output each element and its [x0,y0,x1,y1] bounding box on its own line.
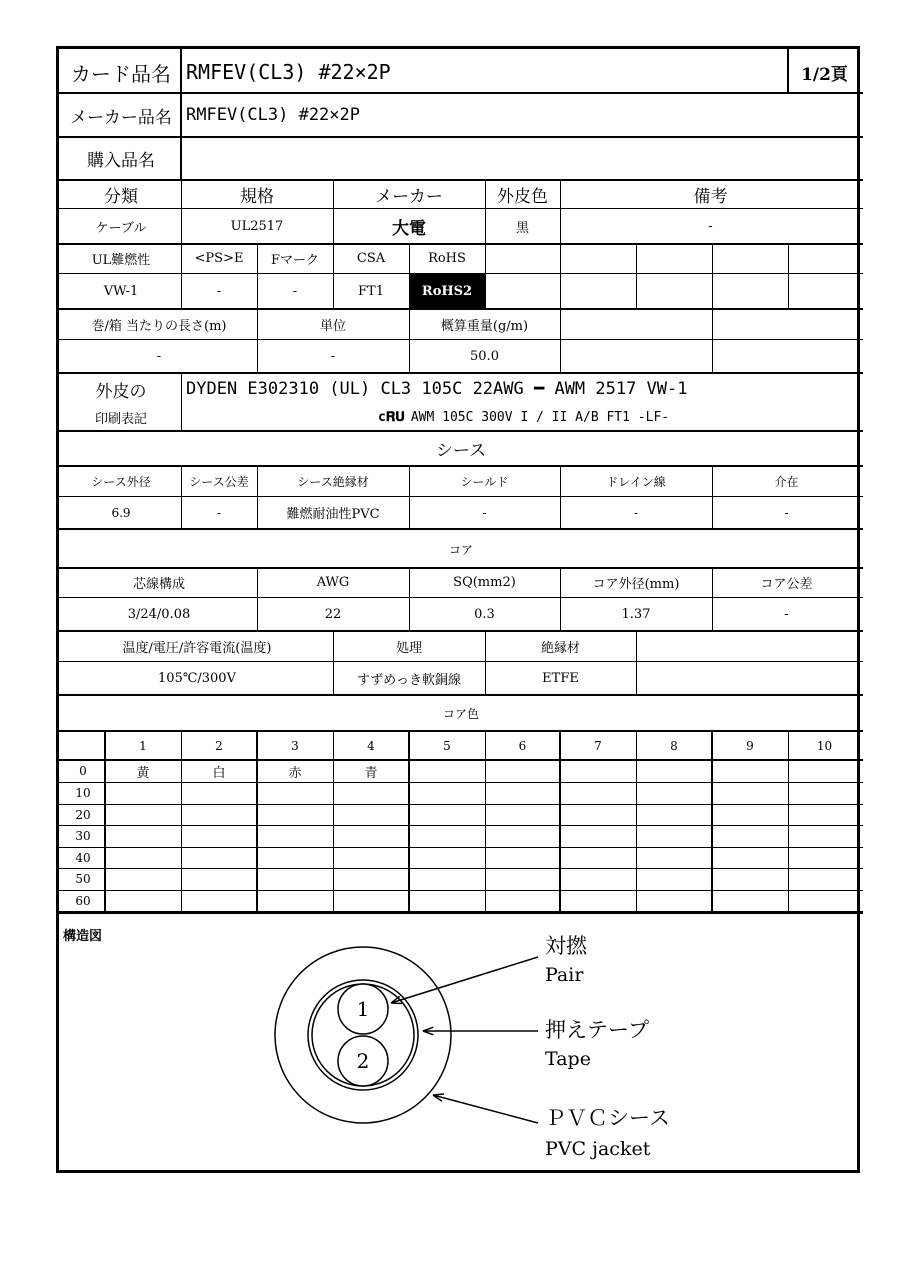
core-color-cell [257,804,333,825]
core-color-col-0: 1 [139,738,147,753]
core-color-cell [485,760,560,782]
core-header-4: コア公差 [760,577,813,592]
sheath-header-3: シールド [460,474,509,489]
core-color-row-label: 10 [75,786,91,800]
core-color-cell [636,868,712,890]
core-color-cell [712,825,788,847]
core-color-cell [105,868,181,890]
core-color-cell [485,847,560,868]
core-value-0: 3/24/0.08 [127,606,191,622]
rule-v [560,309,561,373]
core-color-cell [181,782,257,804]
core-header-3: コア外径(mm) [592,577,680,592]
core-color-cell [333,847,409,868]
rule-h [59,911,863,914]
core-color-cell [333,868,409,890]
classification-value-0: ケーブル [95,220,147,236]
label-en-1: Tape [545,1048,591,1070]
printing-line-1: DYDEN E302310 (UL) CL3 105C 22AWG ━ AWM 2517 VW-1 [186,379,688,399]
core-color-cell [788,825,861,847]
core-color-cell [409,825,485,847]
core-color-cell [409,804,485,825]
sheath-value-0: 6.9 [111,505,131,520]
core-color-cell [105,847,181,868]
core-color-cell [788,782,861,804]
sheath-header-0: シース外径 [91,474,151,489]
core-color-row-label: 60 [75,893,91,908]
core-value-4: - [784,606,789,622]
core-color-cell [181,825,257,847]
classification-value-3: 黒 [515,220,529,236]
core-color-cell [560,847,636,868]
core-color-cell [181,868,257,890]
core-color-cell [409,890,485,911]
sheath-header-1: シース公差 [189,474,249,489]
classification-header-4: 備考 [693,186,728,207]
core-color-cell [636,847,712,868]
core-color-cell [105,825,181,847]
core-color-cell [257,847,333,868]
core-color-cell [788,760,861,782]
maker-name-value: RMFEV(CL3) #22×2P [186,105,360,125]
core-color-cell [181,804,257,825]
core-color-cell [485,890,560,911]
purchase-name-label: 購入品名 [87,151,155,171]
core-color-row-label: 50 [75,872,91,886]
cable-cross-section [59,915,859,1170]
jacket-outline [275,947,451,1123]
classification-header-0: 分類 [104,186,138,207]
core-color-cell [485,804,560,825]
core-value-1: 22 [324,606,342,622]
core-color-col-1: 2 [215,738,223,753]
core-value-3: 1.37 [621,606,651,622]
core-header2-0: 温度/電圧/許容電流(温度) [122,640,272,656]
cert-value-0: VW-1 [103,283,139,299]
core-color-row-label: 40 [75,850,91,865]
rule-v [636,244,637,309]
core-color-cell: 青 [364,765,378,781]
core-color-cell [788,804,861,825]
core-color-cell [409,868,485,890]
length-header-2: 概算重量(g/m) [440,318,529,334]
core-color-cell [712,782,788,804]
length-value-0: - [156,348,162,364]
core-color-col-6: 7 [594,738,602,753]
pair-number-2: 2 [356,1049,370,1073]
classification-header-1: 規格 [240,186,274,207]
label-jp-2: ＰＶＣシース [545,1106,670,1130]
rule-v [712,309,713,373]
core-color-cell [560,890,636,911]
card-name-value: RMFEV(CL3) #22×2P [186,60,391,84]
core-color-cell [105,782,181,804]
label-en-2: PVC jacket [545,1138,651,1160]
core-color-cell [257,868,333,890]
core-color-cell [712,847,788,868]
printing-line-2 [373,403,861,431]
core-color-col-8: 9 [746,738,754,753]
core-color-cell [485,782,560,804]
diagram-title: 構造図 [63,928,103,944]
core-color-cell [105,890,181,911]
core-color-cell [257,890,333,911]
core-color-row-label: 0 [79,764,87,778]
length-value-2: 50.0 [470,348,499,364]
core-color-cell [560,760,636,782]
cert-header-1: <PS>E [194,251,244,266]
core-color-cell [257,782,333,804]
sheath-header-5: 介在 [774,474,799,489]
maker-name-label: メーカー品名 [70,107,172,128]
sheath-value-4: - [633,505,639,520]
core-color-cell [636,804,712,825]
cert-header-2: Fマーク [270,253,320,268]
cert-value-2: - [292,283,298,299]
spec-sheet [56,46,860,1173]
length-header-1: 単位 [319,318,346,334]
core-color-cell [788,847,861,868]
core-color-cell [485,825,560,847]
rule-v [636,631,637,695]
sheath-header-2: シース絶縁材 [297,474,369,489]
core-header-2: SQ(mm2) [453,575,516,590]
classification-value-4: - [708,218,713,234]
cert-header-3: CSA [356,251,386,266]
classification-header-2: メーカー [375,186,443,207]
core-value2-1: すずめっき軟銅線 [356,672,461,688]
core-value-2: 0.3 [474,606,495,622]
label-jp-0: 対撚 [545,934,587,958]
length-value-1: - [330,348,336,364]
core-color-cell [560,804,636,825]
cert-header-0: UL難燃性 [91,253,151,268]
core-color-title: コア色 [442,706,479,721]
core-color-cell [712,760,788,782]
core-color-col-4: 5 [443,738,451,753]
pair-arrow [391,957,538,1003]
rule-v [485,244,486,309]
pair-number-1: 1 [356,997,370,1021]
core-color-cell [560,868,636,890]
cert-value-3: FT1 [358,283,384,299]
core-color-cell [636,825,712,847]
rule-v [788,244,789,309]
sheath-value-5: - [784,505,789,520]
core-color-cell [712,890,788,911]
sheath-value-3: - [482,505,487,520]
core-color-col-9: 10 [816,738,833,753]
core-header-1: AWG [316,575,350,590]
cert-header-4: RoHS [428,251,466,266]
core-header2-1: 処理 [395,640,422,656]
core-color-cell [181,847,257,868]
core-color-cell [333,782,409,804]
cert-value-4: RoHS2 [409,273,485,309]
core-color-cell [560,782,636,804]
classification-value-2: 大電 [392,218,426,239]
core-color-cell [788,868,861,890]
core-color-cell [333,890,409,911]
core-color-cell [105,804,181,825]
core-header-0: 芯線構成 [132,577,185,592]
core-color-cell: 赤 [288,765,302,781]
core-color-cell [181,890,257,911]
classification-header-3: 外皮色 [497,186,548,207]
core-color-cell [636,890,712,911]
classification-value-1: UL2517 [230,218,284,234]
core-color-cell [636,760,712,782]
core-color-cell: 黄 [136,765,150,781]
printing-label-1: 外皮の [95,381,147,402]
page-number: 1/2頁 [801,64,848,85]
core-color-cell [409,760,485,782]
cert-value-1: - [216,283,222,299]
rule-v [712,244,713,309]
core-color-row-label: 30 [75,829,91,843]
core-color-row-label: 20 [75,807,91,822]
rule-v [560,244,561,309]
core-color-cell [409,782,485,804]
label-jp-1: 押えテープ [545,1018,649,1042]
core-color-col-5: 6 [518,738,527,753]
core-color-cell [636,782,712,804]
core-color-cell [712,804,788,825]
sheath-title: シース [435,441,487,461]
label-en-0: Pair [545,964,584,986]
core-header2-2: 絶縁材 [540,640,580,656]
ur-mark: c𝐑𝐔 [378,409,405,425]
core-color-cell: 白 [212,765,226,781]
core-value2-2: ETFE [542,670,579,686]
core-color-cell [560,825,636,847]
jacket-arrow [433,1095,538,1123]
sheath-value-1: - [216,505,222,520]
length-header-0: 巻/箱 当たりの長さ(m) [91,318,227,334]
core-color-col-2: 3 [291,738,299,753]
core-color-cell [485,868,560,890]
sheath-value-2: 難燃耐油性PVC [286,507,380,522]
core-color-cell [788,890,861,911]
core-title: コア [448,543,473,557]
core-color-cell [333,825,409,847]
core-color-col-3: 4 [367,738,375,753]
purchase-name-value [181,137,861,180]
printing-line-2-text: AWM 105C 300V I / II A/B FT1 -LF- [410,409,670,425]
core-color-cell [257,825,333,847]
printing-label-2: 印刷表記 [94,411,147,427]
core-color-cell [409,847,485,868]
core-color-cell [712,868,788,890]
core-color-col-7: 8 [670,738,678,753]
core-color-cell [333,804,409,825]
core-value2-0: 105℃/300V [158,670,236,686]
card-name-label: カード品名 [71,61,171,86]
sheath-header-4: ドレイン線 [606,474,666,489]
